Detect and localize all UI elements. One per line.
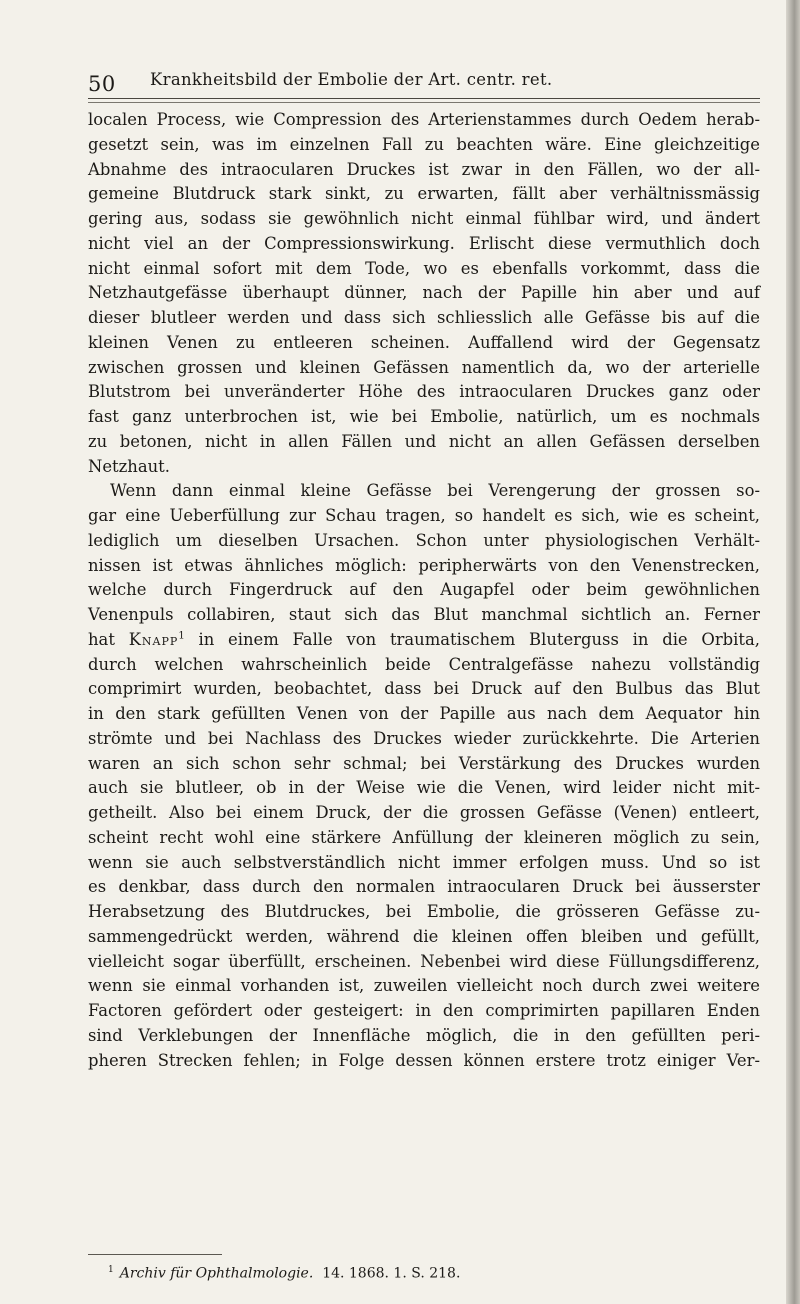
text-line: welche durch Fingerdruck auf den Augapfel oder beim gewöhnlichen	[88, 580, 760, 600]
text-line: durch welchen wahrscheinlich beide Centralgefässe nahezu vollständig	[88, 654, 760, 674]
page-edge-shadow	[786, 0, 800, 1304]
text-line: pheren Strecken fehlen; in Folge dessen können erstere trotz einiger Ver-	[88, 1050, 760, 1070]
text-line: gemeine Blutdruck stark sinkt, zu erwarten, fällt aber verhältnissmässig	[88, 184, 760, 204]
text-line: auch sie blutleer, ob in der Weise wie die Venen, wird leider nicht mit-	[88, 778, 760, 798]
text-line-knapp	[88, 628, 760, 653]
text-fragment: hat	[88, 629, 129, 649]
text-line: gar eine Ueberfüllung zur Schau tragen, so handelt es sich, wie es scheint,	[88, 506, 760, 525]
footnote-rule	[88, 1254, 222, 1255]
page-header	[88, 66, 728, 96]
text-line: Netzhaut.	[88, 456, 170, 476]
text-line: nicht viel an der Compressionswirkung. Erlischt diese vermuthlich doch	[88, 233, 760, 253]
text-line: Herabsetzung des Blutdruckes, bei Embolie, die grösseren Gefässe zu-	[88, 902, 760, 921]
body-text	[88, 108, 760, 1073]
text-line: waren an sich schon sehr schmal; bei Verstärkung des Druckes wurden	[88, 753, 760, 773]
footnote-mark: 1	[108, 1265, 114, 1275]
text-line: Netzhautgefässe überhaupt dünner, nach der Papille hin aber und auf	[88, 283, 760, 303]
footnote	[108, 1260, 748, 1284]
text-line: wenn sie auch selbstverständlich nicht immer erfolgen muss. Und so ist	[88, 852, 760, 872]
text-line: zu betonen, nicht in allen Fällen und nicht an allen Gefässen derselben	[88, 431, 760, 451]
text-line: in den stark gefüllten Venen von der Papille aus nach dem Aequator hin	[88, 704, 760, 723]
text-line: gesetzt sein, was im einzelnen Fall zu beachten wäre. Eine gleichzeitige	[88, 134, 760, 154]
text-fragment: in einem Falle von traumatischem Bluterguss in die Orbita,	[184, 629, 760, 649]
paragraph-1	[88, 108, 760, 479]
text-line: sammengedrückt werden, während die kleinen offen bleiben und gefüllt,	[88, 926, 760, 946]
footnote-reference[interactable]: 1	[178, 630, 185, 642]
text-line: gering aus, sodass sie gewöhnlich nicht einmal fühlbar wird, und ändert	[88, 209, 760, 228]
paragraph-2	[88, 479, 760, 1073]
header-rule	[88, 98, 760, 103]
text-line: nissen ist etwas ähnliches möglich: peripherwärts von den Venenstrecken,	[88, 555, 760, 575]
text-line: nicht einmal sofort mit dem Tode, wo es ebenfalls vorkommt, dass die	[88, 258, 760, 278]
footnote-journal: Archiv für Ophthalmologie.	[119, 1265, 314, 1282]
text-line: dieser blutleer werden und dass sich schliesslich alle Gefässe bis auf die	[88, 308, 760, 327]
text-line: getheilt. Also bei einem Druck, der die grossen Gefässe (Venen) entleert,	[88, 803, 760, 822]
text-line: fast ganz unterbrochen ist, wie bei Embolie, natürlich, um es nochmals	[88, 407, 760, 426]
text-line: localen Process, wie Compression des Arterienstammes durch Oedem herab-	[88, 110, 760, 129]
text-line: Abnahme des intraocularen Druckes ist zwar in den Fällen, wo der all-	[88, 159, 760, 179]
footnote-citation: 14. 1868. 1. S. 218.	[322, 1265, 461, 1282]
running-head: Krankheitsbild der Embolie der Art. centr. ret.	[150, 70, 553, 89]
text-line: wenn sie einmal vorhanden ist, zuweilen vielleicht noch durch zwei weitere	[88, 976, 760, 996]
text-line: Blutstrom bei unveränderter Höhe des intraocularen Druckes ganz oder	[88, 382, 760, 402]
text-line: scheint recht wohl eine stärkere Anfüllung der kleineren möglich zu sein,	[88, 827, 760, 847]
text-line: es denkbar, dass durch den normalen intraocularen Druck bei äusserster	[88, 877, 760, 897]
text-line: comprimirt wurden, beobachtet, dass bei Druck auf den Bulbus das Blut	[88, 679, 760, 699]
text-line: Venenpuls collabiren, staut sich das Blut manchmal sichtlich an. Ferner	[88, 605, 760, 624]
text-line: strömte und bei Nachlass des Druckes wieder zurückkehrte. Die Arterien	[88, 728, 760, 748]
text-line: vielleicht sogar überfüllt, erscheinen. Nebenbei wird diese Füllungsdifferenz,	[88, 951, 760, 971]
text-line: zwischen grossen und kleinen Gefässen namentlich da, wo der arterielle	[88, 357, 760, 377]
text-line-indented: Wenn dann einmal kleine Gefässe bei Verengerung der grossen so-	[110, 481, 760, 501]
author-name: Knapp	[128, 629, 179, 649]
text-line: kleinen Venen zu entleeren scheinen. Auffallend wird der Gegensatz	[88, 332, 760, 352]
page-number: 50	[88, 72, 116, 96]
text-line: Factoren gefördert oder gesteigert: in den comprimirten papillaren Enden	[88, 1001, 760, 1020]
text-line: lediglich um dieselben Ursachen. Schon unter physiologischen Verhält-	[88, 530, 760, 550]
text-line: sind Verklebungen der Innenfläche möglich, die in den gefüllten peri-	[88, 1025, 760, 1045]
